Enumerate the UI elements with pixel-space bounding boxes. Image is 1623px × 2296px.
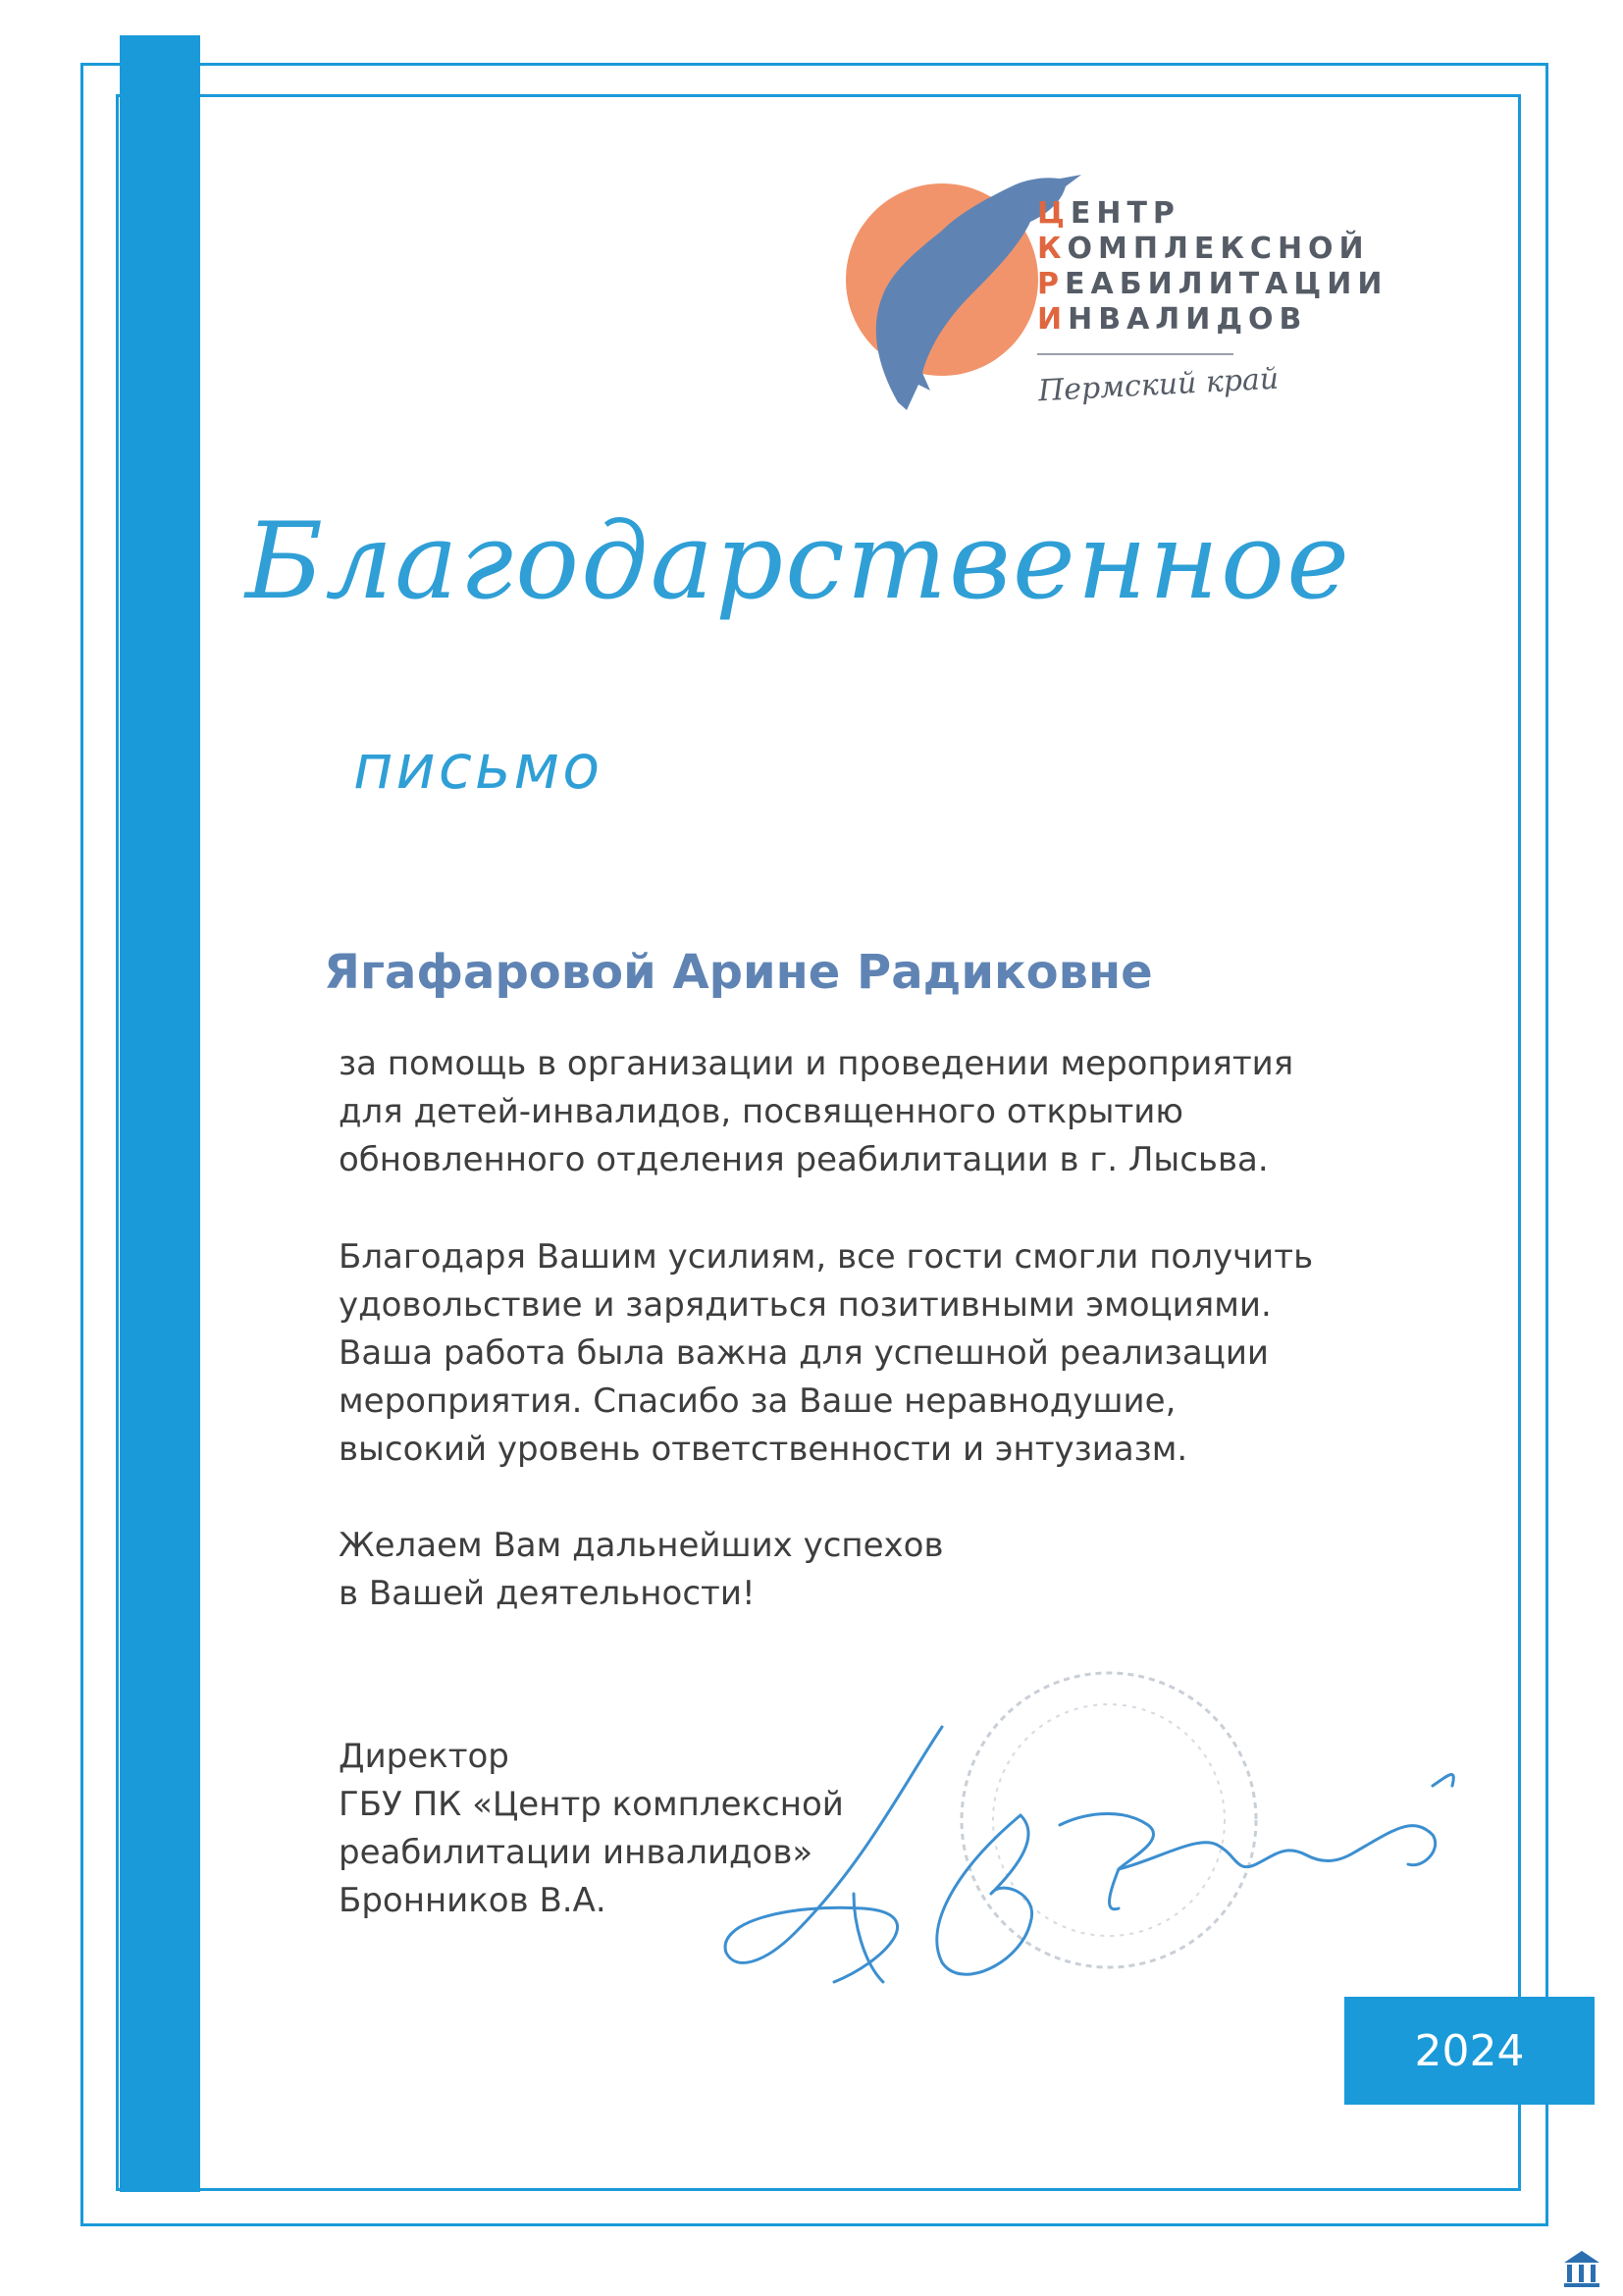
signatory-name: Бронников В.А. [339,1881,606,1920]
text-line: Благодаря Вашим усилиям, все гости смогли получить [339,1237,1314,1277]
text-line: мероприятия. Спасибо за Ваше неравнодушие, [339,1382,1177,1421]
logo-line-3: РЕАБИЛИТАЦИИ [1037,267,1388,301]
logo-line-2: КОМПЛЕКСНОЙ [1037,232,1370,266]
signatory-title: Директор [339,1737,509,1776]
text-line: для детей-инвалидов, посвященного открытию [339,1092,1183,1131]
recipient-name: Ягафаровой Арине Радиковне [324,945,1153,1000]
letter-subtitle: письмо [353,731,603,803]
year-badge: 2024 [1344,1997,1595,2105]
body-paragraph-2 [339,1233,1379,1474]
logo-organization-name [1037,196,1387,338]
handwritten-signature [707,1668,1462,2021]
side-accent-bar [120,35,200,2192]
text-line: удовольствие и зарядиться позитивными эмоциями. [339,1285,1272,1325]
logo-region: Пермский край [1037,361,1280,409]
text-line: обновленного отделения реабилитации в г. Лысьва. [339,1140,1269,1179]
logo-line-4: ИНВАЛИДОВ [1037,302,1308,337]
signatory-organization: ГБУ ПК «Центр комплексной [339,1785,844,1824]
signatory-organization: реабилитации инвалидов» [339,1833,813,1872]
text-line: Ваша работа была важна для успешной реализации [339,1333,1270,1373]
body-paragraph-1 [339,1040,1379,1184]
logo-divider [1037,353,1233,355]
text-line: за помощь в организации и проведении мероприятия [339,1044,1294,1083]
body-paragraph-3 [339,1522,1379,1618]
building-logo-icon [1560,2247,1603,2290]
logo-line-1: ЦЕНТР [1037,196,1180,231]
text-line: высокий уровень ответственности и энтузиазм. [339,1430,1188,1469]
text-line: в Вашей деятельности! [339,1574,756,1613]
letter-title: Благодарственное [245,500,1351,623]
text-line: Желаем Вам дальнейших успехов [339,1526,944,1565]
